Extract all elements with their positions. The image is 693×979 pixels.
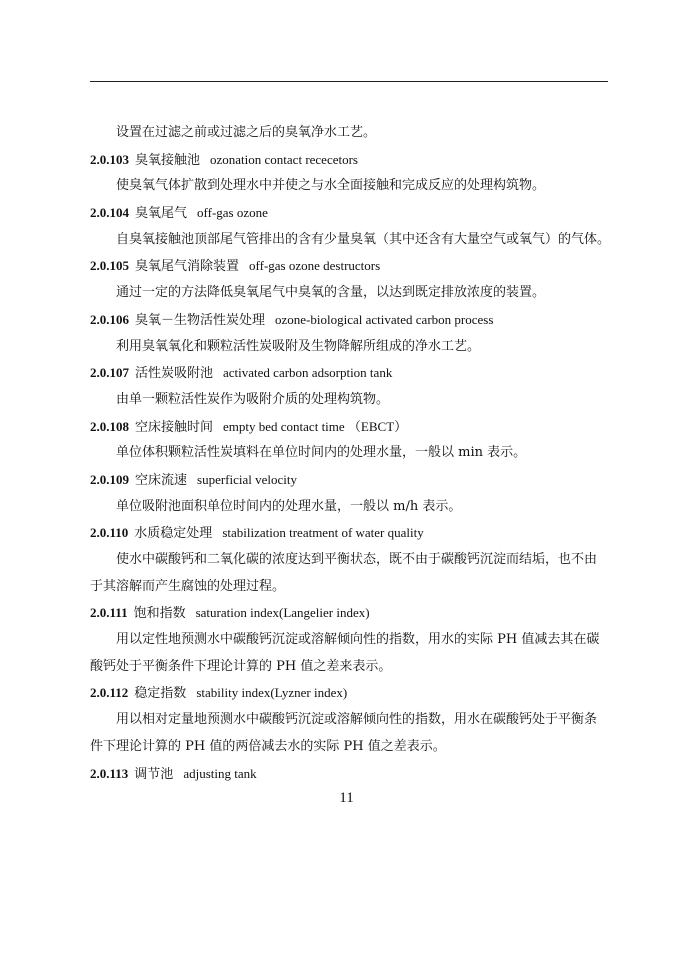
page-number: 11 — [339, 790, 354, 806]
document-body — [90, 119, 610, 786]
term-chinese: 稳定指数 — [134, 686, 187, 702]
term-heading — [90, 199, 610, 226]
term-english: saturation index(Langelier index) — [195, 605, 370, 621]
term-number: 2.0.112 — [90, 685, 129, 701]
definition-line: 单位吸附池面积单位时间内的处理水量，一般以 m/h 表示。 — [116, 498, 462, 514]
term-english: stability index(Lyzner index) — [196, 685, 348, 701]
definition-line: 设置在过滤之前或过滤之后的臭氧净水工艺。 — [116, 125, 377, 140]
term-chinese: 饱和指数 — [133, 606, 186, 622]
definition-line: 单位体积颗粒活性炭填料在单位时间内的处理水量，一般以 min 表示。 — [116, 445, 527, 461]
term-chinese: 调节池 — [134, 766, 174, 782]
term-number: 2.0.109 — [90, 471, 129, 487]
term-chinese: 臭氧尾气 — [135, 206, 188, 222]
definition-line: 通过一定的方法降低臭氧尾气中臭氧的含量，以达到既定排放浓度的装置。 — [116, 285, 546, 301]
header-rule — [90, 81, 608, 82]
definition-line: 由单一颗粒活性炭作为吸附介质的处理构筑物。 — [116, 391, 390, 407]
term-english: ozone-biological activated carbon process — [275, 311, 494, 327]
definition-line: 用以相对定量地预测水中碳酸钙沉淀或溶解倾向性的指数，用水在碳酸钙处于平衡条 — [116, 712, 598, 728]
term-heading — [90, 359, 610, 386]
term-number: 2.0.107 — [90, 365, 129, 381]
term-heading — [90, 679, 610, 706]
term-number: 2.0.110 — [90, 525, 129, 541]
term-english: empty bed contact time （EBCT） — [223, 418, 408, 434]
term-chinese: 活性炭吸附池 — [135, 366, 214, 382]
term-number: 2.0.105 — [90, 258, 129, 274]
term-heading — [90, 413, 610, 440]
term-heading — [90, 306, 610, 333]
definition-continuation: 于其溶解而产生腐蚀的处理过程。 — [90, 578, 286, 594]
definition-line: 用以定性地预测水中碳酸钙沉淀或溶解倾向性的指数，用水的实际 PH 值减去其在碳 — [116, 632, 600, 648]
term-english: off-gas ozone destructors — [249, 258, 381, 274]
term-english: stabilization treatment of water quality — [222, 525, 424, 541]
term-number: 2.0.108 — [90, 418, 129, 434]
term-chinese: 臭氧尾气消除装置 — [135, 259, 240, 275]
term-number: 2.0.113 — [90, 765, 129, 781]
definition-line: 利用臭氧氧化和颗粒活性炭吸附及生物降解所组成的净水工艺。 — [116, 338, 481, 354]
term-chinese: 空床接触时间 — [135, 419, 214, 435]
term-chinese: 臭氧接触池 — [135, 152, 201, 168]
term-number: 2.0.111 — [90, 605, 128, 621]
term-number: 2.0.104 — [90, 205, 129, 221]
term-chinese: 臭氧－生物活性炭处理 — [135, 312, 266, 328]
definition-line: 使臭氧气体扩散到处理水中并使之与水全面接触和完成反应的处理构筑物。 — [116, 178, 546, 194]
definition-continuation: 酸钙处于平衡条件下理论计算的 PH 值之差来表示。 — [90, 658, 392, 674]
term-english: superficial velocity — [197, 471, 298, 487]
term-english: off-gas ozone — [197, 205, 268, 221]
term-heading — [90, 519, 610, 546]
definition-line: 使水中碳酸钙和二氧化碳的浓度达到平衡状态，既不由于碳酸钙沉淀而结垢，也不由 — [116, 552, 598, 567]
term-chinese: 空床流速 — [135, 472, 188, 488]
term-number: 2.0.103 — [90, 151, 129, 167]
term-heading — [90, 146, 610, 173]
term-number: 2.0.106 — [90, 311, 129, 327]
term-english: activated carbon adsorption tank — [223, 365, 393, 381]
term-english: adjusting tank — [183, 765, 257, 781]
term-english: ozonation contact rececetors — [210, 151, 358, 167]
term-heading — [90, 252, 610, 279]
definition-line: 自臭氧接触池顶部尾气管排出的含有少量臭氧（其中还含有大量空气或氧气）的气体。 — [116, 231, 611, 247]
term-heading — [90, 760, 610, 787]
term-heading — [90, 599, 610, 626]
term-heading — [90, 466, 610, 493]
term-chinese: 水质稳定处理 — [134, 526, 213, 542]
definition-continuation: 件下理论计算的 PH 值的两倍减去水的实际 PH 值之差表示。 — [90, 738, 446, 754]
